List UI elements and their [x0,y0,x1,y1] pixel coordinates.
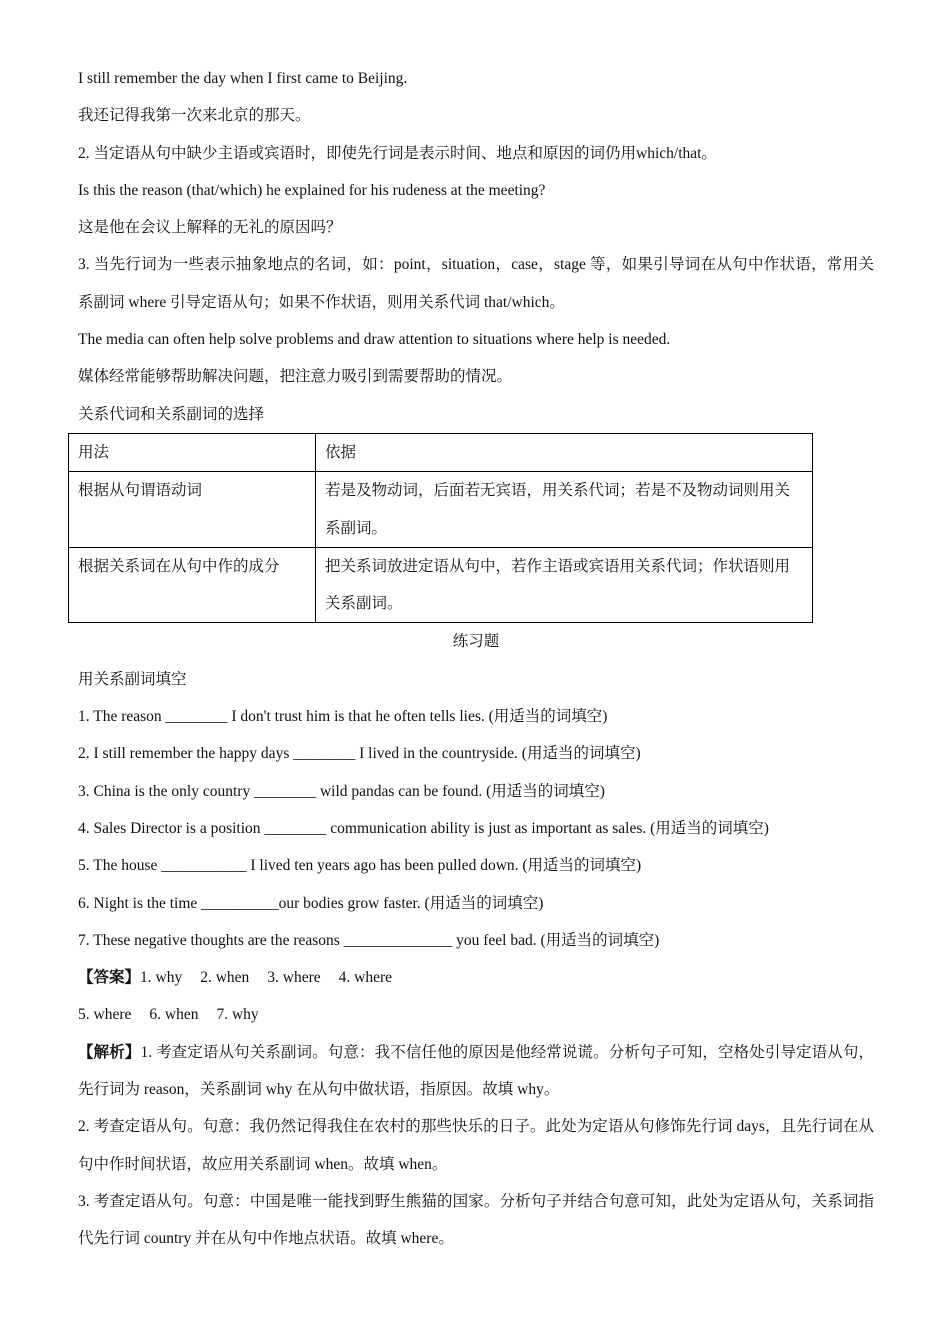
exercise-subtitle: 用关系副词填空 [78,670,187,688]
relative-word-table [68,433,813,623]
exercise-item: 7. These negative thoughts are the reasons ______________ you feel bad. (用适当的词填空) [78,931,660,949]
analysis-2: 2. 考查定语从句。句意：我仍然记得我住在农村的那些快乐的日子。此处为定语从句修饰先行词 days，且先行词在从句中作时间状语，故应用关系副词 when。故填 when。 [78,1118,874,1173]
document-page [78,60,874,1258]
table-cell: 根据从句谓语动词 [69,472,316,548]
table-cell: 把关系词放进定语从句中，若作主语或宾语用关系代词；作状语则用关系副词。 [316,547,813,623]
answer-line-1 [78,959,874,996]
answer-item: 2. when [200,969,250,987]
analysis-3: 3. 考查定语从句。句意：中国是唯一能找到野生熊猫的国家。分析句子并结合句意可知，此处为定语从句，关系词指代先行词 country 并在从句中作地点状语。故填 where。 [78,1192,874,1248]
table-row [69,472,813,548]
exercise-item: 3. China is the only country ________ wild pandas can be found. (用适当的词填空) [78,782,605,800]
table-cell: 根据关系词在从句中作的成分 [69,547,316,623]
table-header-basis: 依据 [316,433,813,471]
rule-3: 3. 当先行词为一些表示抽象地点的名词，如：point，situation，case，stage 等，如果引导词在从句中作状语，常用关系副词 where 引导定语从句；如果不作状语，则用关系代词 that/which。 [78,256,874,311]
table-row [69,547,813,623]
table-cell: 若是及物动词，后面若无宾语，用关系代词；若是不及物动词则用关系副词。 [316,472,813,548]
exercise-item: 2. I still remember the happy days ________ I lived in the countryside. (用适当的词填空) [78,745,641,763]
answer-item: 5. where [78,1006,132,1024]
example3-zh: 媒体经常能够帮助解决问题，把注意力吸引到需要帮助的情况。 [78,368,513,386]
rule-2: 2. 当定语从句中缺少主语或宾语时，即使先行词是表示时间、地点和原因的词仍用which/that。 [78,144,717,162]
answer-item: 1. why [140,969,183,987]
answer-item: 7. why [216,1006,259,1024]
answer-label: 【答案】 [78,969,141,987]
exercise-item: 1. The reason ________ I don't trust him is that he often tells lies. (用适当的词填空) [78,708,608,726]
analysis-text-1: 1. 考查定语从句关系副词。句意：我不信任他的原因是他经常说谎。分析句子可知，空格处引导定语从句，先行词为 reason，关系副词 why 在从句中做状语，指原因。故填 why。 [78,1043,874,1099]
example1-en: I still remember the day when I first came to Beijing. [78,70,408,87]
answer-item: 4. where [338,969,393,987]
table-header-usage: 用法 [69,433,316,471]
example1-zh: 我还记得我第一次来北京的那天。 [78,107,311,125]
exercise-item: 6. Night is the time __________our bodies grow faster. (用适当的词填空) [78,894,544,912]
example3-en: The media can often help solve problems and draw attention to situations where help is needed. [78,331,671,349]
exercise-title: 练习题 [452,633,500,651]
answer-line-2 [78,996,874,1033]
answer-item: 3. where [267,969,321,987]
table-title: 关系代词和关系副词的选择 [78,405,265,423]
example2-en: Is this the reason (that/which) he explained for his rudeness at the meeting? [78,181,546,199]
example2-zh: 这是他在会议上解释的无礼的原因吗？ [78,219,342,237]
table-header-row [69,433,813,471]
exercise-item: 5. The house ___________ I lived ten years ago has been pulled down. (用适当的词填空) [78,857,642,875]
exercise-item: 4. Sales Director is a position ________ communication ability is just as important as sales. (用适当的词填空) [78,819,769,837]
answer-item: 6. when [149,1006,199,1024]
analysis-label: 【解析】 [78,1043,141,1061]
analysis-1 [78,1034,874,1109]
